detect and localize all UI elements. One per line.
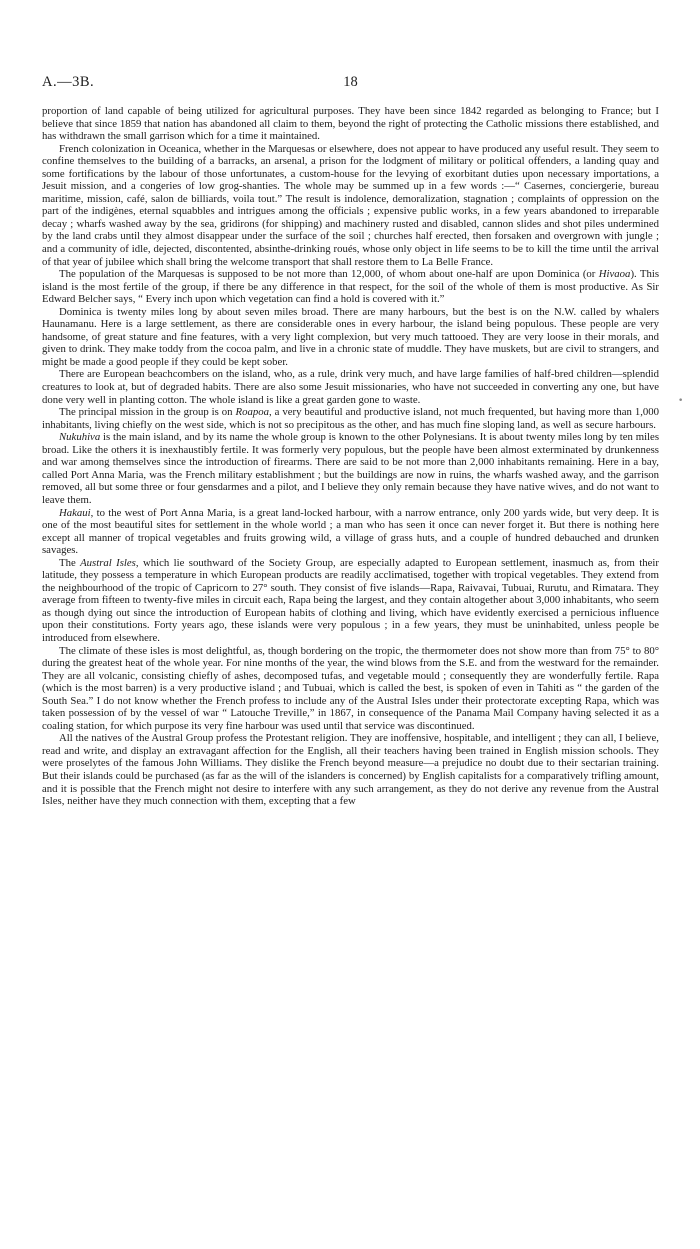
page-number: 18 — [343, 74, 358, 90]
body-paragraph — [42, 268, 659, 306]
document-reference: A.—3B. — [42, 74, 95, 90]
body-paragraph — [42, 732, 659, 807]
paragraph-text: , which lie southward of the Society Group, are especially adapted to European settlement, inasmuch as, from their latitude, they possess a temperature in which European products are readily acclimatised, together with tropical vegetables. They extend from the neighbourhood of the tropic of Capricorn to 27° south. They consist of five islands—Rapa, Raivavai, Tubuai, Rurutu, and Rimatara. They average from fifteen to twenty-five miles in circuit each, Rapa being the largest, and they contain altogether about 3,000 inhabitants, who seem as though dying out since the introduction of European habits of clothing and living, which have evidently exercised a pernicious influence upon their constitutions. Forty years ago, these islands were very populous ; in a few years, they must be uninhabited, unless people be introduced from elsewhere. — [42, 556, 659, 644]
margin-mark: • — [678, 396, 684, 406]
body-paragraph — [42, 557, 659, 645]
italic-place-name: Hakaui — [59, 506, 91, 519]
body-paragraph — [42, 431, 659, 506]
body-paragraph — [42, 143, 659, 268]
body-text — [42, 105, 659, 808]
italic-place-name: Austral Isles — [80, 556, 136, 569]
body-paragraph — [42, 368, 659, 406]
page-header — [42, 74, 659, 94]
paragraph-text: The — [59, 556, 81, 569]
paragraph-text: is the main island, and by its name the whole group is known to the other Polynesians. It is about twenty miles long by ten miles broad. Like the others it is inexhaustibly fertile. It was formerly very populous, but the people have been almost exterminated by drunkenness and war among themselves since the introduction of firearms. There are said to be not more than 2,000 inhabitants remaining. Here in a bay, called Port Anna Maria, was the French military establishment ; but the buildings are now in ruins, the wharfs washed away, and the garrison removed, all but some three or four gensdarmes and a pilot, and I believe they only remain because they have native wives, and do not want to leave them. — [42, 431, 659, 506]
paragraph-text: proportion of land capable of being utilized for agricultural purposes. They have been since 1842 regarded as belonging to France; but I believe that since 1859 that nation has abandoned all claim to them, beyond the right of protecting the Catholic missions there established, and has withdrawn the small garrison which for a time it maintained. — [42, 105, 659, 143]
paragraph-text: All the natives of the Austral Group profess the Protestant religion. They are inoffensive, hospitable, and intelligent ; they can all, I believe, read and write, and display an extravagant affection for the English, all their teachers having been trained in English mission schools. They were proselytes of the famous John Williams. They dislike the French beyond measure—a prejudice no doubt due to their sectarian training. But their islands could be purchased (as far as the will of the islanders is concerned) by English capitalists for a comparatively trifling amount, and it is possible that the French might not desire to interfere with any such arrangement, as they do not derive any revenue from the Austral Isles, neither have they much connection with them, excepting that a few — [42, 732, 659, 808]
paragraph-text: There are European beachcombers on the island, who, as a rule, drink very much, and have large families of half-bred children—splendid creatures to look at, but of degraded habits. There are also some Jesuit missionaries, who have not succeeded in converting any one, but have done very well in planting cotton. The whole island is like a great garden gone to waste. — [42, 368, 659, 406]
body-paragraph — [42, 645, 659, 733]
body-paragraph — [42, 105, 659, 143]
paragraph-text: The climate of these isles is most delightful, as, though bordering on the tropic, the thermometer does not show more than from 75° to 80° during the greatest heat of the whole year. For nine months of the year, the wind blows from the S.E. and from the westward for the remainder. They are all volcanic, consisting chiefly of ashes, decomposed tufas, and vegetable mould ; consequently they are wonderfully fertile. Rapa (which is the most barren) is a very productive island ; and Tubuai, which is called the best, is spoken of even in Tahiti as “ the garden of the South Sea.” I do not know whether the French profess to include any of the Austral Isles under their protectorate excepting Rapa, which was taken possession of by the vessel of war “ Latouche Treville,” in 1867, in consequence of the Panama Mail Company having selected it as a coaling station, for which purpose its very fine harbour was used until that service was discontinued. — [42, 644, 659, 732]
paragraph-text: , to the west of Port Anna Maria, is a great land-locked harbour, with a narrow entrance, only 200 yards wide, but very deep. It is one of the most beautiful sites for settlement in the whole world ; a man who has seen it once can never forget it. But there is nothing here except all manner of tropical vegetables and fruits growing wild, a village of grass huts, and a couple of hundred debauched and drunken savages. — [42, 506, 659, 557]
paragraph-text: The population of the Marquesas is supposed to be not more than 12,000, of whom about one-half are upon Dominica (or — [59, 268, 599, 281]
body-paragraph — [42, 306, 659, 369]
body-paragraph — [42, 406, 659, 431]
paragraph-text: , a very beautiful and productive island, not much frequented, but having more than 1,000 inhabitants, living chiefly on the west side, which is not so precipitous as the other, and has much fine sloping land, as well as secure harbours. — [42, 406, 660, 431]
italic-place-name: Hivaoa — [598, 268, 631, 281]
paragraph-text: The principal mission in the group is on — [59, 406, 236, 419]
paragraph-text: Dominica is twenty miles long by about seven miles broad. There are many harbours, but the best is on the N.W. called by whalers Haunamanu. Here is a large settlement, as there are considerable ones in every harbour, the island being populous. These people are very handsome, of great stature and fine features, with a very light complexion, but very much tattooed. They are very loose in their morals, and given to drink. They make toddy from the cocoa palm, and live in a chronic state of muddle. They have muskets, but are civil to strangers, and might be made a good people if they could be kept sober. — [42, 305, 659, 368]
paragraph-text: French colonization in Oceanica, whether in the Marquesas or elsewhere, does not appear to have produced any useful result. They seem to confine themselves to the building of a barracks, an arsenal, a prison for the lodgment of military or political offenders, a landing quay and some fortifications by the labour of those unfortunates, a custom-house for the levying of exorbitant duties upon necessary importations, a Jesuit mission, and a congeries of low grog-shanties. The whole may be summed up in a few words :—“ Casernes, conciergerie, bureau maritime, mission, café, salon de billiards, voila tout.” The result is indolence, demoralization, stagnation ; complaints of oppression on the part of the indigènes, eternal squabbles and intrigues among the officials ; expensive public works, in a few years abandoned to irreparable decay ; wharfs washed away by the sea, gridirons (for shipping) and machinery rusted and disabled, cannon slides and shot piles undermined by the land crabs until they almost disappear under the surface of the soil ; churches half erected, then forsaken and overgrown with jungle ; and a community of idle, dejected, discontented, absinthe-drinking roués, whose only object in life seems to be to kill the time until the arrival of that year of jubilee which shall bring the welcome transport that shall restore them to La Belle France. — [42, 142, 659, 268]
italic-place-name: Roapoa — [235, 406, 269, 419]
italic-place-name: Nukuhiva — [59, 431, 101, 444]
paragraph-text: ). This island is the most fertile of the group, if there be any difference in that respect, for the soil of the whole of them is most productive. As Sir Edward Belcher says, “ Every inch upon which vegetation can find a hold is covered with it.” — [42, 268, 660, 306]
body-paragraph — [42, 507, 659, 557]
document-page — [0, 74, 700, 1249]
